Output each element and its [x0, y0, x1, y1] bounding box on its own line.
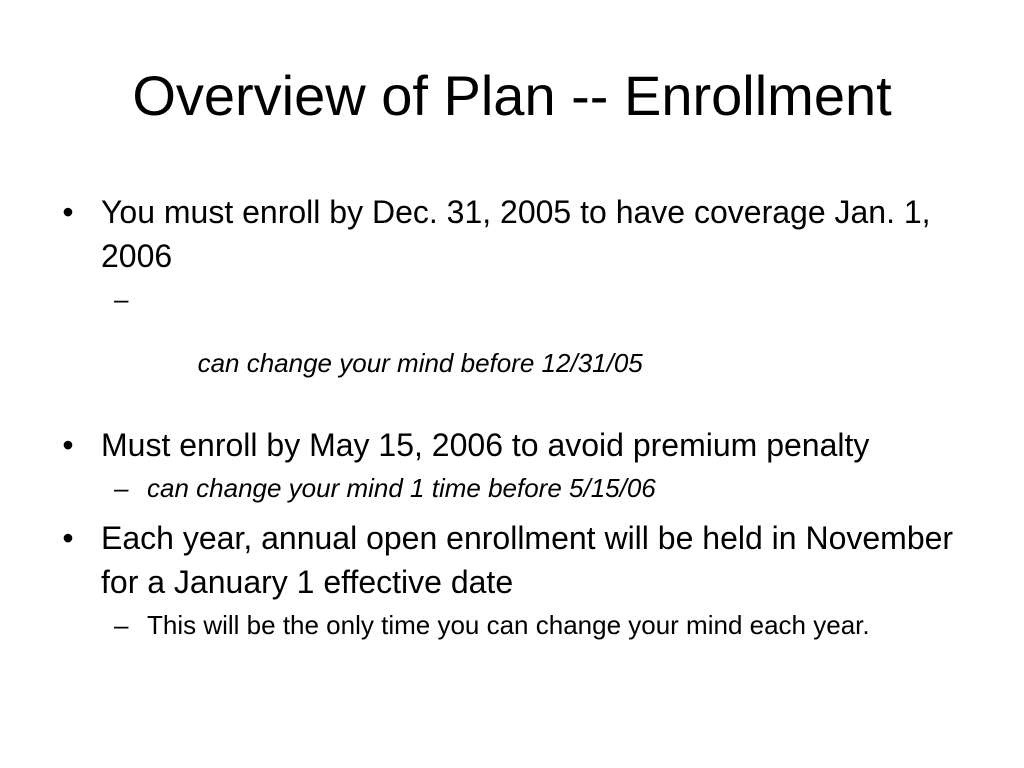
- dash-marker: –: [114, 473, 129, 503]
- bullet-text: Each year, annual open enrollment will be held in November for a January 1 effective date: [101, 520, 954, 600]
- sub-text: can change your mind 1 time before 5/15/06: [147, 473, 656, 503]
- bullet-item: [58, 516, 958, 604]
- bullet-text: Must enroll by May 15, 2006 to avoid premium penalty: [101, 427, 870, 463]
- sub-item: [58, 472, 958, 504]
- bullet-text: You must enroll by Dec. 31, 2005 to have coverage Jan. 1, 2006: [101, 194, 931, 274]
- sub-text: can change your mind before 12/31/05: [190, 348, 643, 378]
- sub-item: [58, 283, 958, 411]
- sub-item: [58, 609, 958, 641]
- bullet-marker: •: [62, 194, 74, 230]
- bullet-item: [58, 423, 958, 467]
- dash-marker: –: [114, 610, 129, 640]
- sub-text: This will be the only time you can change your mind each year.: [147, 610, 870, 640]
- dash-marker: –: [114, 284, 129, 314]
- slide-body: [58, 190, 958, 641]
- slide-title: Overview of Plan -- Enrollment: [132, 64, 892, 127]
- bullet-marker: •: [62, 520, 74, 556]
- bullet-item: [58, 190, 958, 278]
- bullet-marker: •: [62, 427, 74, 463]
